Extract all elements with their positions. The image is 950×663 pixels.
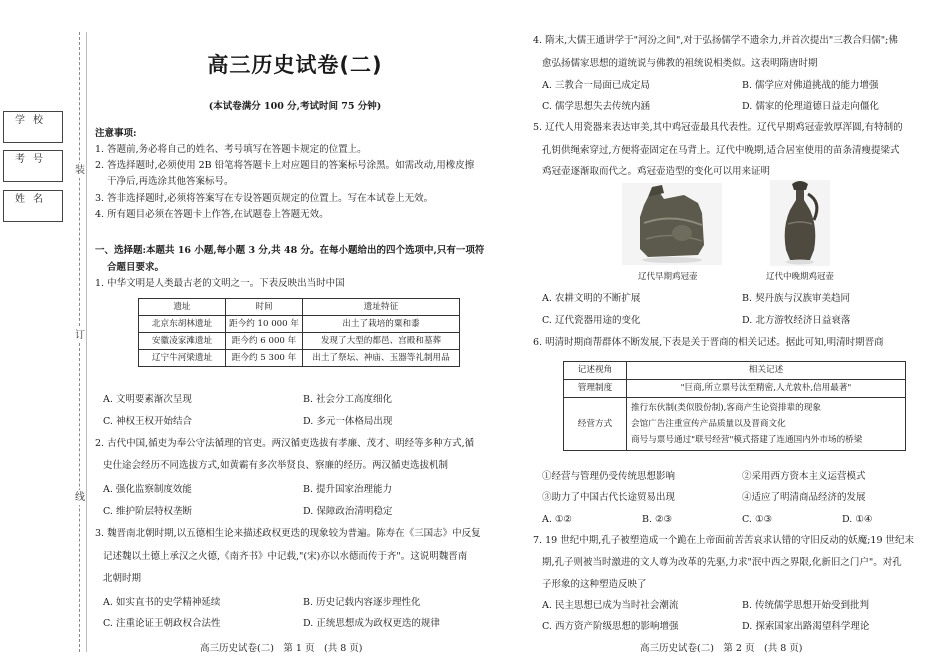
q6-stem: 6. 明清时期商帮群体不断发展,下表是关于晋商的相关记述。据此可知,明清时期晋商 bbox=[533, 337, 884, 348]
q2-option-d: D. 保障政治清明稳定 bbox=[303, 506, 393, 517]
school-label: 学校 bbox=[15, 115, 51, 126]
q4-stem-line: 4. 隋末,大儒王通讲学于"河汾之间",对于弘扬儒学不遗余力,并首次提出"三教合归儒";佛 bbox=[533, 35, 898, 46]
late-cockscomb-pot-image bbox=[770, 180, 830, 266]
q2-stem-line: 史仕途会经历不同选拔方式,如黄霸有多次举贤良、察廉的经历。两汉循吏选拔机制 bbox=[103, 460, 449, 471]
table-cell: 出土了栽培的粟和黍 bbox=[303, 316, 460, 333]
q6-statement: ③助力了中国古代长途贸易出现 bbox=[542, 492, 676, 503]
q6-option-c: C. ①③ bbox=[742, 514, 773, 525]
q1-option-a: A. 文明要素渐次呈现 bbox=[103, 394, 192, 405]
q7-option-d: D. 探索国家出路渴望科学理论 bbox=[742, 621, 870, 632]
name-label: 姓名 bbox=[15, 194, 51, 205]
q5-stem-line: 5. 辽代人用瓷器来表达审美,其中鸡冠壶最具代表性。辽代早期鸡冠壶敦厚浑圆,有特制的 bbox=[533, 122, 903, 133]
section-heading: 一、选择题:本题共 16 小题,每小题 3 分,共 48 分。在每小题给出的四个选项中,只有一项符 bbox=[95, 245, 485, 256]
q7-stem-line: 7. 19 世纪中期,孔子被塑造成一个跪在上帝面前苦苦哀求认错的守旧反动的妖魔;19 世纪末 bbox=[533, 535, 915, 546]
q5-stem-line: 鸡冠壶逐渐取而代之。鸡冠壶造型的变化可以用来证明 bbox=[542, 166, 771, 177]
table-cell: 经营方式 bbox=[564, 398, 627, 451]
q4-option-c: C. 儒学思想失去传统内涵 bbox=[542, 101, 650, 112]
q2-option-b: B. 提升国家治理能力 bbox=[303, 484, 393, 495]
table-cell: 发现了大型的都邑、宫殿和墓葬 bbox=[303, 333, 460, 350]
table-cell: 距今约 10 000 年 bbox=[226, 316, 303, 333]
note-line: 2. 答选择题时,必须使用 2B 铅笔将答题卡上对应题目的答案标号涂黑。如需改动,用橡皮擦 bbox=[95, 160, 475, 171]
q1-table bbox=[138, 298, 460, 367]
table-cell: 管理制度 bbox=[564, 380, 627, 398]
q1-option-b: B. 社会分工高度细化 bbox=[303, 394, 393, 405]
q5-option-a: A. 农耕文明的不断扩展 bbox=[542, 293, 641, 304]
q3-stem-line: 北朝时期 bbox=[103, 573, 142, 584]
q6-table bbox=[563, 361, 906, 451]
table-header: 遗址 bbox=[139, 299, 226, 316]
binding-char-ding: 订 bbox=[75, 330, 85, 341]
biz-line: 推行东伙制(类似股份制),客商产生论资排辈的现象 bbox=[631, 403, 821, 413]
q3-option-c: C. 注重论证王朝政权合法性 bbox=[103, 618, 221, 629]
exam-number-stub bbox=[3, 150, 63, 182]
table-cell: "巨商,所立票号汰至精密,人尤敦朴,信用最著" bbox=[627, 380, 906, 398]
q6-statement: ④适应了明清商品经济的发展 bbox=[742, 492, 866, 503]
q3-stem-line: 记述魏以土德上承汉之火德,《南齐书》中记载,"(宋)亦以水德而传于齐"。这说明魏晋南 bbox=[103, 551, 468, 562]
note-line: 1. 答题前,务必将自己的姓名、考号填写在答题卡规定的位置上。 bbox=[95, 144, 367, 155]
q3-option-b: B. 历史记载内容逐步理性化 bbox=[303, 597, 421, 608]
q6-option-d: D. ①④ bbox=[842, 514, 873, 525]
exam-number-label: 考号 bbox=[15, 154, 51, 165]
table-cell: 安徽凌家滩遗址 bbox=[139, 333, 226, 350]
table-cell: 距今约 6 000 年 bbox=[226, 333, 303, 350]
table-cell: 距今约 5 300 年 bbox=[226, 350, 303, 367]
q2-option-a: A. 强化监察制度效能 bbox=[103, 484, 192, 495]
table-row bbox=[139, 350, 460, 367]
page-title: 高三历史试卷(二) bbox=[207, 53, 383, 77]
table-cell-multiline bbox=[627, 398, 906, 451]
q4-option-b: B. 儒学应对佛道挑战的能力增强 bbox=[742, 80, 879, 91]
note-line: 3. 答非选择题时,必须将答案写在专设答题页规定的位置上。写在本试卷上无效。 bbox=[95, 193, 434, 204]
table-header: 时间 bbox=[226, 299, 303, 316]
q1-option-d: D. 多元一体格局出现 bbox=[303, 416, 393, 427]
q5-option-b: B. 契丹族与汉族审美趋同 bbox=[742, 293, 851, 304]
q6-option-b: B. ②③ bbox=[642, 514, 673, 525]
table-row bbox=[139, 316, 460, 333]
q6-statement: ①经营与管理仍受传统思想影响 bbox=[542, 471, 676, 482]
table-header: 记述视角 bbox=[564, 362, 627, 380]
q7-stem-line: 期,孔子则被当时激进的文人尊为改革的先驱,力求"泯中西之界限,化新旧之门户"。对孔 bbox=[542, 557, 902, 568]
notes-heading: 注意事项: bbox=[95, 128, 137, 139]
q3-stem-line: 3. 魏晋南北朝时期,以五德相生论来描述政权更迭的现象较为普遍。陈寿在《三国志》中反复 bbox=[95, 528, 481, 539]
page-footer-left: 高三历史试卷(二) 第 1 页 (共 8 页) bbox=[200, 643, 363, 654]
table-cell: 北京东胡林遗址 bbox=[139, 316, 226, 333]
q6-statement: ②采用西方资本主义运营模式 bbox=[742, 471, 866, 482]
q2-stem-line: 2. 古代中国,循吏为奉公守法循理的官吏。两汉循吏选拔有孝廉、茂才、明经等多种方式,循 bbox=[95, 438, 475, 449]
biz-line: 会馆广告注重宣传产品质量以及晋商文化 bbox=[631, 419, 786, 429]
q4-option-d: D. 儒家的伦理道德日益走向僵化 bbox=[742, 101, 879, 112]
table-cell: 出土了祭坛、神庙、玉器等礼制用品 bbox=[303, 350, 460, 367]
table-header: 相关记述 bbox=[627, 362, 906, 380]
table-row bbox=[564, 380, 906, 398]
biz-line: 商号与票号通过"联号经营"模式搭建了连通国内外市场的桥梁 bbox=[631, 435, 863, 445]
page-footer-right: 高三历史试卷(二) 第 2 页 (共 8 页) bbox=[640, 643, 803, 654]
q2-option-c: C. 维护阶层特权垄断 bbox=[103, 506, 192, 517]
q5-stem-line: 孔钥供绳索穿过,方便将壶固定在马背上。辽代中晚期,适合居室使用的苗条清瘦提梁式 bbox=[542, 145, 900, 156]
q1-stem: 1. 中华文明是人类最古老的文明之一。下表反映出当时中国 bbox=[95, 278, 345, 289]
q5-option-c: C. 辽代瓷器用途的变化 bbox=[542, 315, 641, 326]
table-row bbox=[139, 333, 460, 350]
exam-subtitle: (本试卷满分 100 分,考试时间 75 分钟) bbox=[208, 101, 382, 112]
q7-stem-line: 子形象的这种塑造反映了 bbox=[542, 579, 647, 590]
q3-option-a: A. 如实直书的史学精神延续 bbox=[103, 597, 221, 608]
margin-rule-1 bbox=[86, 32, 87, 652]
q4-stem-line: 愈弘扬儒家思想的道统说与佛教的祖统说相类似。这表明隋唐时期 bbox=[542, 58, 818, 69]
table-row bbox=[564, 398, 906, 451]
early-cockscomb-pot-image bbox=[622, 183, 722, 265]
q5-caption-early: 辽代早期鸡冠壶 bbox=[638, 272, 698, 282]
name-stub bbox=[3, 190, 63, 222]
q3-option-d: D. 正统思想成为政权更迭的规律 bbox=[303, 618, 440, 629]
q1-option-c: C. 神权王权开始结合 bbox=[103, 416, 192, 427]
binding-char-zhuang: 装 bbox=[75, 165, 85, 176]
school-stub bbox=[3, 111, 63, 143]
q7-option-b: B. 传统儒学思想开始受到批判 bbox=[742, 600, 870, 611]
table-header: 遗址特征 bbox=[303, 299, 460, 316]
q4-option-a: A. 三教合一局面已成定局 bbox=[542, 80, 650, 91]
note-line: 4. 所有题目必须在答题卡上作答,在试题卷上答题无效。 bbox=[95, 209, 329, 220]
q7-option-a: A. 民主思想已成为当时社会潮流 bbox=[542, 600, 679, 611]
q7-option-c: C. 西方资产阶级思想的影响增强 bbox=[542, 621, 679, 632]
binding-char-xian: 线 bbox=[75, 492, 85, 503]
q5-caption-late: 辽代中晚期鸡冠壶 bbox=[766, 272, 835, 282]
q5-option-d: D. 北方游牧经济日益衰落 bbox=[742, 315, 851, 326]
table-cell: 辽宁牛河梁遗址 bbox=[139, 350, 226, 367]
q6-option-a: A. ①② bbox=[542, 514, 572, 525]
section-heading-cont: 合题目要求。 bbox=[107, 262, 165, 273]
note-line: 干净后,再选涂其他答案标号。 bbox=[107, 176, 234, 187]
